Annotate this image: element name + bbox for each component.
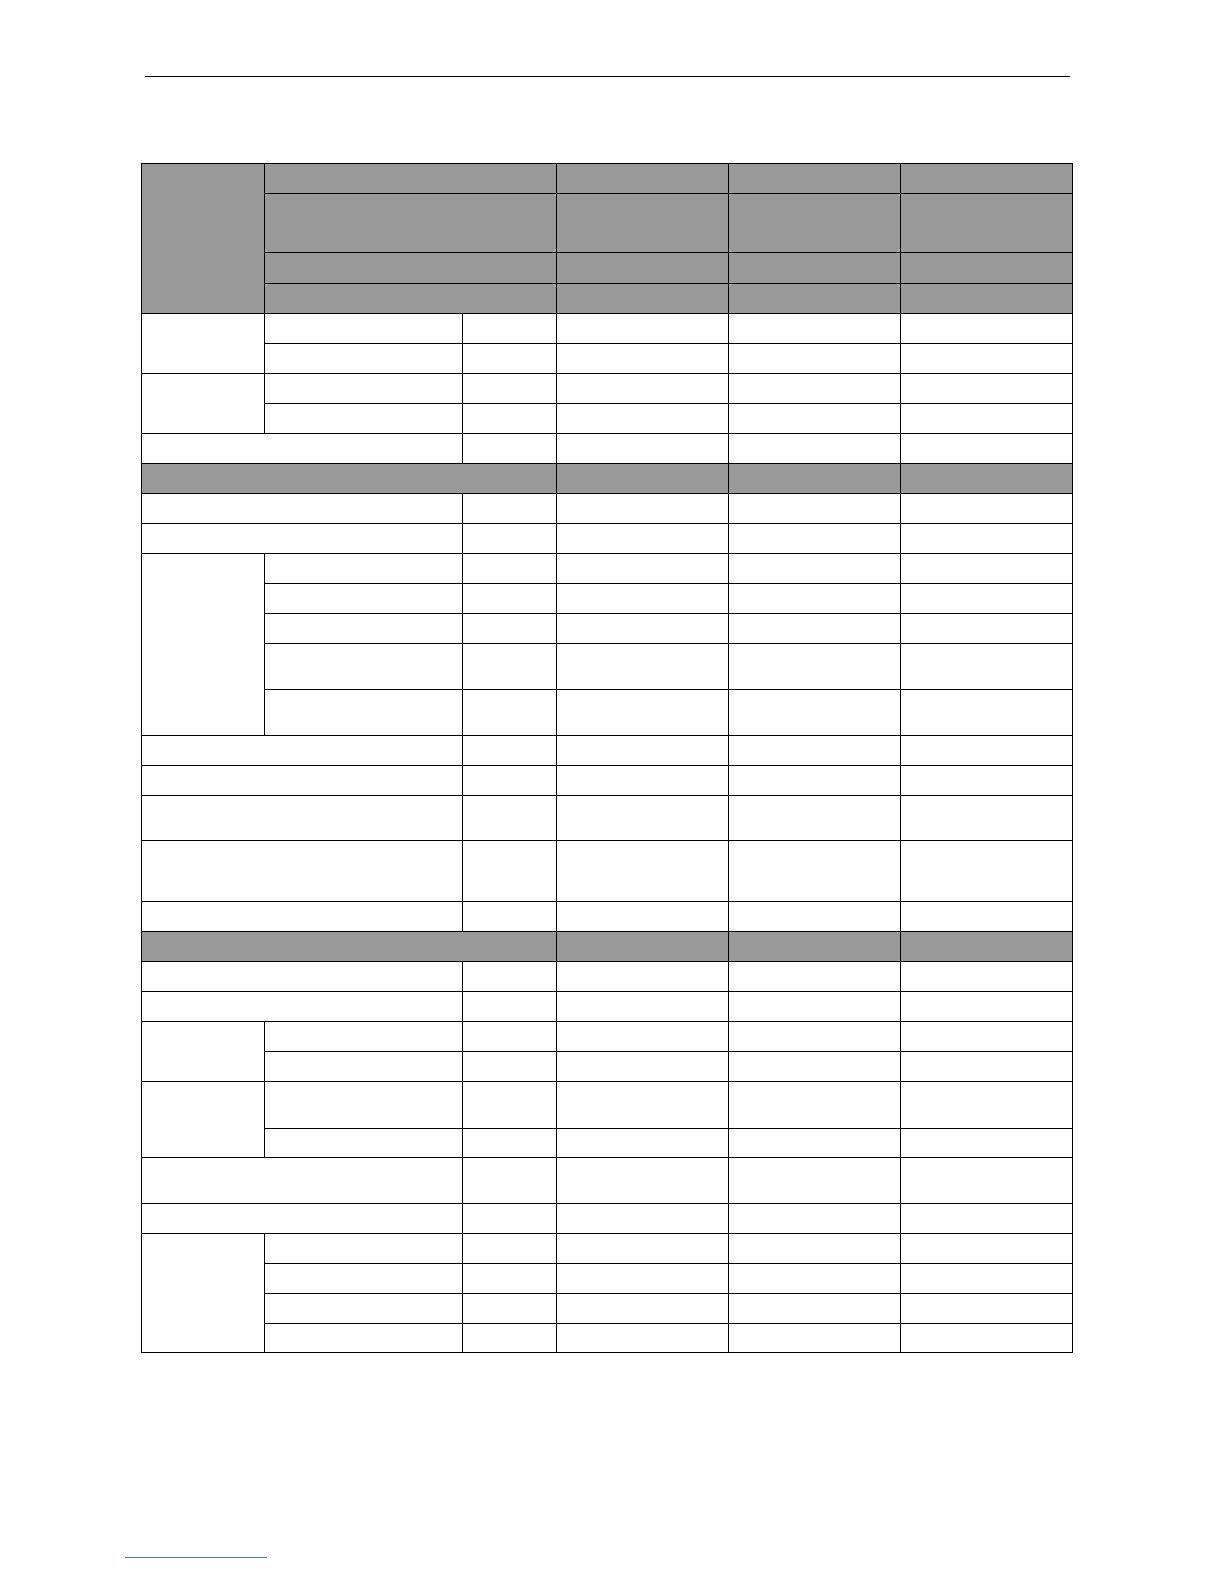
table-cell [463, 1264, 557, 1294]
table-cell [729, 644, 901, 690]
table-row [142, 736, 1073, 766]
table-cell [901, 644, 1073, 690]
group-label-cell [142, 314, 265, 374]
section-header-cell [557, 932, 729, 962]
table-cell [901, 796, 1073, 841]
table-cell [729, 614, 901, 644]
table-cell [463, 992, 557, 1022]
table-cell [463, 584, 557, 614]
table-cell [901, 344, 1073, 374]
table-cell [729, 554, 901, 584]
table-row [142, 434, 1073, 464]
table-cell [729, 344, 901, 374]
table-cell [557, 374, 729, 404]
table-cell [463, 962, 557, 992]
table-cell [463, 614, 557, 644]
table-cell [142, 524, 463, 554]
table-cell [729, 374, 901, 404]
table-cell [729, 766, 901, 796]
table-cell [142, 841, 463, 902]
table-cell [463, 690, 557, 736]
table-cell [265, 1082, 463, 1129]
table-cell [463, 796, 557, 841]
table-cell [142, 992, 463, 1022]
table-row [142, 1294, 1073, 1324]
table-row [142, 494, 1073, 524]
table-cell [901, 690, 1073, 736]
table-cell [729, 1234, 901, 1264]
table-row [142, 766, 1073, 796]
table-cell [901, 962, 1073, 992]
table-cell [463, 344, 557, 374]
table-cell [557, 1082, 729, 1129]
table-row [142, 1082, 1073, 1129]
table-row [142, 164, 1073, 194]
table-cell [265, 1324, 463, 1353]
table-cell [557, 992, 729, 1022]
header-cell [557, 253, 729, 284]
table-cell [142, 766, 463, 796]
table-cell [265, 344, 463, 374]
table-row [142, 1204, 1073, 1234]
table-cell [265, 1129, 463, 1158]
header-cell [265, 253, 557, 284]
table-cell [729, 584, 901, 614]
table-row [142, 404, 1073, 434]
table-row [142, 284, 1073, 314]
table-cell [557, 644, 729, 690]
table-cell [265, 314, 463, 344]
table-row [142, 841, 1073, 902]
table-cell [557, 841, 729, 902]
section-header-cell [142, 932, 557, 962]
header-cell [729, 164, 901, 194]
table-cell [901, 1129, 1073, 1158]
table-cell [729, 1082, 901, 1129]
table-cell [557, 494, 729, 524]
table-row [142, 1158, 1073, 1204]
table-row [142, 1324, 1073, 1353]
table-cell [463, 1052, 557, 1082]
table-cell [557, 1294, 729, 1324]
table-cell [463, 841, 557, 902]
table-cell [557, 1052, 729, 1082]
table-cell [463, 1129, 557, 1158]
table-row [142, 524, 1073, 554]
table-cell [142, 494, 463, 524]
footnote-rule [125, 1557, 267, 1558]
table-cell [901, 992, 1073, 1022]
table-cell [901, 554, 1073, 584]
table-row [142, 614, 1073, 644]
section-header-cell [142, 464, 557, 494]
section-header-cell [729, 932, 901, 962]
table-row [142, 902, 1073, 932]
table-cell [901, 524, 1073, 554]
table-cell [729, 314, 901, 344]
table-cell [557, 1022, 729, 1052]
table-cell [142, 1204, 463, 1234]
table-row [142, 644, 1073, 690]
table-cell [557, 524, 729, 554]
table-cell [557, 1234, 729, 1264]
table-cell [265, 1052, 463, 1082]
table-cell [557, 1158, 729, 1204]
table-cell [901, 736, 1073, 766]
table-cell [142, 796, 463, 841]
table-cell [463, 766, 557, 796]
table-cell [901, 766, 1073, 796]
table-cell [557, 1204, 729, 1234]
table-cell [142, 1158, 463, 1204]
table-cell [557, 796, 729, 841]
table-cell [901, 1158, 1073, 1204]
table-cell [557, 962, 729, 992]
table-cell [463, 1324, 557, 1353]
header-cell [901, 164, 1073, 194]
table-cell [557, 554, 729, 584]
table-cell [265, 690, 463, 736]
table-cell [463, 1022, 557, 1052]
table-cell [901, 1082, 1073, 1129]
table-cell [463, 524, 557, 554]
table-cell [901, 434, 1073, 464]
table-cell [729, 1158, 901, 1204]
table-cell [557, 1264, 729, 1294]
table-row [142, 1129, 1073, 1158]
table-cell [729, 1052, 901, 1082]
table-row [142, 314, 1073, 344]
table-cell [265, 1264, 463, 1294]
table-cell [729, 1294, 901, 1324]
section-header-cell [557, 464, 729, 494]
section-header-cell [901, 464, 1073, 494]
table-cell [901, 374, 1073, 404]
table-row [142, 796, 1073, 841]
table-cell [142, 434, 463, 464]
table-cell [463, 554, 557, 584]
table-cell [557, 434, 729, 464]
table-cell [901, 614, 1073, 644]
table-cell [463, 1082, 557, 1129]
header-cell [557, 284, 729, 314]
group-label-cell [142, 374, 265, 434]
table-cell [901, 1022, 1073, 1052]
table-cell [557, 690, 729, 736]
table-cell [463, 494, 557, 524]
table-cell [463, 644, 557, 690]
table-cell [557, 736, 729, 766]
table-cell [265, 614, 463, 644]
table-cell [901, 1234, 1073, 1264]
table-cell [557, 584, 729, 614]
table-cell [729, 1129, 901, 1158]
table-row [142, 992, 1073, 1022]
table-cell [729, 962, 901, 992]
group-label-cell [142, 1234, 265, 1353]
table-cell [557, 314, 729, 344]
table-cell [142, 736, 463, 766]
table-row [142, 1022, 1073, 1052]
header-cell [265, 164, 557, 194]
table-row [142, 1052, 1073, 1082]
header-cell [901, 194, 1073, 253]
table-cell [729, 796, 901, 841]
table-cell [265, 404, 463, 434]
table-cell [901, 841, 1073, 902]
table-cell [265, 1294, 463, 1324]
table-cell [463, 1294, 557, 1324]
table-row [142, 584, 1073, 614]
table-cell [557, 1324, 729, 1353]
table-cell [557, 404, 729, 434]
header-cell [557, 194, 729, 253]
table-row [142, 554, 1073, 584]
table-cell [265, 1234, 463, 1264]
table-cell [557, 766, 729, 796]
table-cell [463, 374, 557, 404]
table-cell [901, 902, 1073, 932]
table-cell [729, 992, 901, 1022]
table-cell [901, 1264, 1073, 1294]
table-cell [463, 902, 557, 932]
header-corner-cell [142, 164, 265, 314]
table-cell [901, 1324, 1073, 1353]
table-cell [901, 584, 1073, 614]
header-cell [729, 284, 901, 314]
table-row [142, 374, 1073, 404]
section-header-cell [901, 932, 1073, 962]
specification-table [141, 163, 1073, 1353]
table-row [142, 344, 1073, 374]
table-cell [729, 1324, 901, 1353]
table-cell [142, 962, 463, 992]
table-cell [557, 902, 729, 932]
table-cell [265, 554, 463, 584]
table-cell [265, 584, 463, 614]
table-cell [265, 374, 463, 404]
table-cell [729, 902, 901, 932]
group-label-cell [142, 1082, 265, 1158]
group-label-cell [142, 554, 265, 736]
table-cell [729, 1204, 901, 1234]
table-cell [463, 434, 557, 464]
table-cell [557, 1129, 729, 1158]
table-cell [463, 1234, 557, 1264]
table-cell [901, 404, 1073, 434]
table-row [142, 932, 1073, 962]
table-cell [265, 644, 463, 690]
table-row [142, 1264, 1073, 1294]
group-label-cell [142, 1022, 265, 1082]
table-cell [901, 1204, 1073, 1234]
table-cell [729, 524, 901, 554]
table-cell [729, 434, 901, 464]
table-cell [729, 1264, 901, 1294]
table-cell [463, 314, 557, 344]
table-cell [901, 1052, 1073, 1082]
table-cell [463, 1158, 557, 1204]
header-cell [729, 194, 901, 253]
page-header-rule [145, 76, 1070, 77]
table-cell [901, 1294, 1073, 1324]
table-row [142, 253, 1073, 284]
table-cell [557, 614, 729, 644]
table-cell [463, 1204, 557, 1234]
table-row [142, 1234, 1073, 1264]
section-header-cell [729, 464, 901, 494]
table-cell [729, 1022, 901, 1052]
table-cell [729, 841, 901, 902]
header-cell [557, 164, 729, 194]
table-row [142, 464, 1073, 494]
table-cell [901, 314, 1073, 344]
header-cell [901, 253, 1073, 284]
table-row [142, 194, 1073, 253]
table-cell [729, 404, 901, 434]
table-cell [729, 494, 901, 524]
header-cell [265, 284, 557, 314]
table-cell [729, 736, 901, 766]
table-cell [265, 1022, 463, 1052]
table-cell [463, 404, 557, 434]
header-cell [729, 253, 901, 284]
header-cell [265, 194, 557, 253]
table-cell [729, 690, 901, 736]
table-cell [557, 344, 729, 374]
table-cell [901, 494, 1073, 524]
header-cell [901, 284, 1073, 314]
table-cell [463, 736, 557, 766]
table-row [142, 962, 1073, 992]
table-cell [142, 902, 463, 932]
table-row [142, 690, 1073, 736]
